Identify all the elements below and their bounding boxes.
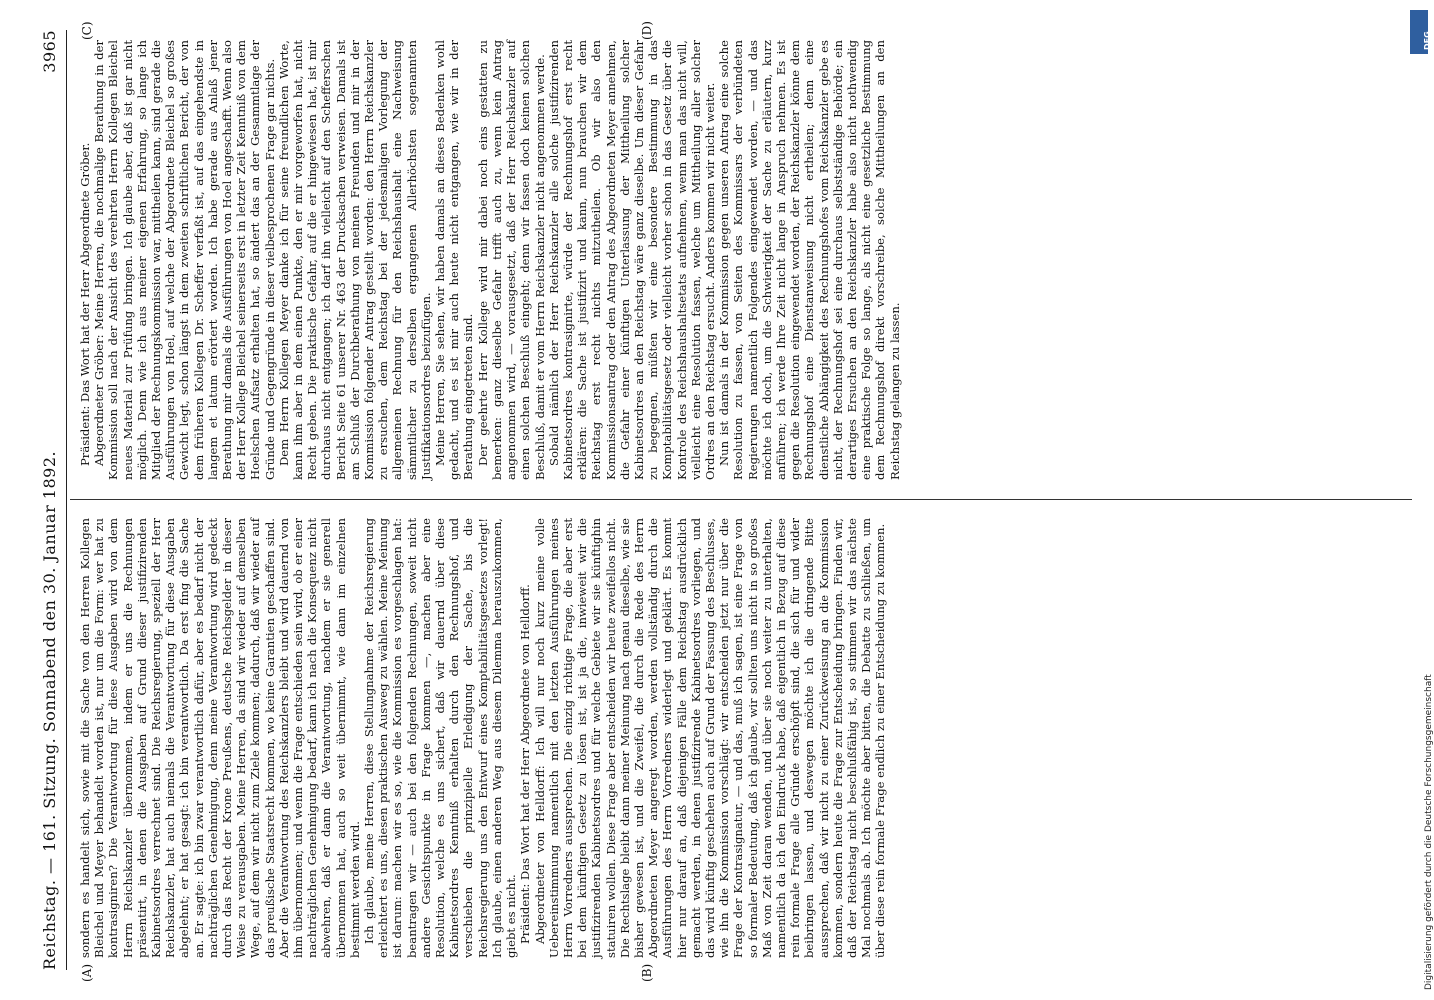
page-number: 3965	[40, 30, 59, 73]
dfg-logo	[1410, 10, 1432, 54]
margin-marker-a: (A)	[80, 963, 94, 982]
speaker-paragraph: Abgeordneter Gröber: Meine Herren, die nochmalige Berathung in der Kommission soll nach der Ansicht des verehrten Herrn Kollegen Bleichel neues Material zur Prüfung bringen. Ich glaube aber, daß ist gar nicht möglich. Denn wie ich aus meiner eigenen Erfahrung, so lange ich Mitglied der Rechnungskommission war, mittheilen kann, sind gerade die Ausführungen von Hoel, auf welche der Abgeordnete Bleichel so großes Gewicht legt, schon längst in dem zweiten schriftlichen Bericht, der von dem früheren Kollegen Dr. Scheffer verfaßt ist, auf das eingehendste in langem et latum erörtert worden. Ich habe gerade aus Anlaß jener Berathung mir damals die Ausführungen von Hoel angeschafft. Wenn also der Herr Kollege Bleichel seinerseits erst in letzter Zeit Kenntniß von dem Hoelschen Aufsatz erhalten hat, so ändert das an der Gesammtlage der Gründe und Gegengründe in dieser vielbesprochenen Frage gar nichts.	[92, 40, 277, 480]
digitization-credit-text: Digitalisierung gefördert durch die Deutsche Forschungsgemeinschaft	[1424, 674, 1434, 990]
header-title: Reichstag. — 161. Sitzung. Sonnabend den 30. Januar 1892.	[40, 450, 59, 970]
speaker-paragraph: Präsident: Das Wort hat der Herr Abgeordnete von Helldorff.	[518, 584, 533, 944]
digitization-credit	[1410, 330, 1434, 990]
column-divider	[70, 499, 1412, 500]
paragraph: Dem Herrn Kollegen Meyer danke ich für seine freundlichen Worte, kann ihm aber in dem einen Punkte, den er mir vorgeworfen hat, nicht Recht geben. Die praktische Gefahr, auf die er hingewiesen hat, ist mir durchaus nicht entgangen; ich darf ihn vielleicht auf den Schefferschen Bericht Seite 61 unserer Nr. 463 der Drucksachen verweisen. Damals ist am Schluß der Durchberathung von meinen Freunden und mir in der Kommission folgender Antrag gestellt worden: den Herrn Reichskanzler zu ersuchen, dem Reichstag bei der jedesmaligen Vorlegung der allgemeinen Rechnung für den Reichshaushalt eine Nachweisung sämmtlicher zu derselben ergangenen Allerhöchsten sogenannten Justifikationsordres beizufügen.	[276, 40, 433, 480]
paragraph: Ich glaube, meine Herren, diese Stellungnahme der Reichsregierung erleichtert es uns, diesen praktischen Ausweg zu wählen. Meine Meinung ist darum: machen wir es so, wie die Kommission es vorgeschlagen hat: beantragen wir — auch bei den folgenden Rechnungen, soweit nicht andere Gesichtspunkte in Frage kommen —, machen aber eine Resolution, welche es uns sichert, daß wir dauernd über diese Kabinetsordres Kenntniß erhalten durch den Rechnungshof, und verschieben die prinzipielle Erledigung der Sache, bis die Reichsregierung uns den Entwurf eines Komptabilitätsgesetzes vorlegt! Ich glaube, einen anderen Weg aus diesem Dilemma herauszukommen, giebt es nicht.	[362, 518, 519, 958]
margin-marker-b: (B)	[640, 963, 654, 982]
running-header	[40, 30, 62, 970]
paragraph: Meine Herren, Sie sehen, wir haben damals an dieses Bedenken wohl gedacht, und es ist mir auch heute nicht entgangen, wie wir in der Berathung eingetreten sind.	[433, 40, 476, 480]
margin-marker-c: (C)	[80, 21, 94, 40]
paragraph: sondern es handelt sich, sowie mit die Sache von den Herren Kollegen Bleichel und Meyer behandelt worden ist, nur um die Form: wer hat zu kontrasigniren? Die Verantwortung für diese Ausgaben wird von dem Herrn Reichskanzler übernommen, indem er uns die Rechnungen präsentirt, in denen die Ausgaben auf Grund dieser justifizirenden Kabinetsordres verrechnet sind. Die Reichsregierung, speziell der Herr Reichskanzler, hat auch niemals die Verantwortung für diese Ausgaben abgelehnt; er hat gesagt: ich bin verantwortlich. Da erst fing die Sache an. Er sagte: ich bin zwar verantwortlich dafür, aber es bedarf nicht der nachträglichen Genehmigung, denn meine Verantwortung wird gedeckt durch das Recht der Krone Preußens, deutsche Reichsgelder in dieser Weise zu verausgaben. Meine Herren, da sind wir wieder auf demselben Wege, auf dem wir nicht zum Ziele kommen; dadurch, daß wir wieder auf das preußische Staatsrecht kommen, wo keine Garantien geschaffen sind. Aber die Verantwortung des Reichskanzlers bleibt und wird dauernd von ihm übernommen; und wenn die Frage entschieden sein wird, ob er einer nachträglichen Genehmigung bedarf, kann ich nach die Konsequenz nicht abwehren, daß er dann die Verantwortung, nachdem er sie generell übernommen hat, auch so weit übernimmt, wie dann im einzelnen bestimmt werden wird.	[78, 518, 362, 958]
speaker-paragraph: Präsident: Das Wort hat der Herr Abgeordnete Gröber.	[78, 142, 92, 466]
margin-marker-d: (D)	[640, 21, 654, 40]
left-column	[78, 518, 888, 958]
header-rule	[66, 30, 67, 970]
paragraph: Nun ist damals in der Kommission gegen unseren Antrag eine solche Resolution zu fassen, von Seiten des Kommissars der verbündeten Regierungen namentlich Folgendes eingewendet worden, — und das möchte ich doch, um die Schwierigkeit der Sache zu erläutern, kurz anführen; ich werde Ihre Zeit nicht lange in Anspruch nehmen. Es ist gegen die Resolution eingewendet worden, der Reichskanzler könne dem Rechnungshof eine Dienstanweisung nicht ertheilen; denn eine dienstliche Abhängigkeit des Rechnungshofes vom Reichskanzler gebe es nicht, der Rechnungshof sei eine durchaus selbstständige Behörde; ein derartiges Ersuchen an den Reichskanzler habe also nicht nothwendig eine praktische Folge so lange, als nicht eine gesetzliche Bestimmung dem Rechnungshof direkt vorschreibe, solche Mittheilungen an den Reichstag gelangen zu lassen.	[717, 40, 902, 480]
speaker-paragraph: Abgeordneter von Helldorff: Ich will nur noch kurz meine volle Uebereinstimmung namentlich mit den letzten Ausführungen meines Herrn Vorredners aussprechen. Die einzig richtige Frage, die aber erst bei dem künftigen Gesetz zu lösen ist, ist ja die, inwieweit wir die justifizirenden Kabinetsordres und für welche Gebiete wir sie künftighin statuiren wollen. Diese Frage aber entscheiden wir heute zweifellos nicht. Die Rechtslage bleibt dann meiner Meinung nach genau dieselbe, wie sie bisher gewesen ist, und die Zweifel, die durch die Rede des Herrn Abgeordneten Meyer angeregt worden, werden vollständig durch die Ausführungen des Herrn Vorredners widerlegt und geklärt. Es kommt hier nur darauf an, daß diejenigen Fälle dem Reichstag ausdrücklich gemacht werden, in denen justifizirende Kabinetsordres vorliegen, und das wird künftig geschehen auch auf Grund der Fassung des Beschlusses, wie ihn die Kommission vorschlägt: wir entscheiden jetzt nur über die Frage der Kontrasignatur, — und das, muß ich sagen, ist eine Frage von so formaler Bedeutung, daß ich glaube, wir sollten uns nicht in so großes Maß von Zeit daran wenden, und über sie noch weiter zu unterhalten, namentlich da ich den Eindruck habe, daß eigentlich in Bezug auf diese rein formale Frage alle Gründe erschöpft sind, die sich für und wider beibringen lassen, und deswegen möchte ich die dringende Bitte aussprechen, daß wir nicht zu einer Zurückweisung an die Kommission kommen, sondern heute die Frage zur Entscheidung bringen. Finden wir, daß der Reichstag nicht beschlußfähig ist, so stimmen wir das nächste Mal nochmals ab. Ich möchte aber bitten, die Debatte zu schließen, um über diese rein formale Frage endlich zu einer Entscheidung zu kommen.	[532, 518, 888, 958]
right-column	[78, 40, 902, 480]
dfg-logo-text: DFG	[1423, 31, 1432, 50]
paragraph: Der geehrte Herr Kollege wird mir dabei noch eins gestatten zu bemerken: ganz dieselbe Gefahr trifft auch zu, wenn kein Antrag angenommen wird, — vorausgesetzt, daß der Herr Reichskanzler auf einen solchen Beschluß eingeht; denn wir fassen doch keinen solchen Beschluß, damit er vom Herrn Reichskanzler nicht angenommen werde.	[475, 40, 547, 480]
paragraph: Sobald nämlich der Herr Reichskanzler alle solche justifizirenden Kabinetsordres kontrasignirte, würde der Rechnungshof erst recht erklären: die Sache ist justifizirt und kann, nun brauchen wir dem Reichstag erst recht nichts mitzutheilen. Ob wir also den Kommissionsantrag oder den Antrag des Abgeordneten Meyer annehmen, die Gefahr einer künftigen Unterlassung der Mittheilung solcher Kabinetsordres an den Reichstag wäre ganz dieselbe. Um dieser Gefahr zu begegnen, müßten wir eine besondere Bestimmung in das Komptabilitätsgesetz oder vielleicht vorher schon in das Gesetz über die Kontrole des Reichshaushaltsetats aufnehmen, wenn man das nicht will, vielleicht eine Resolution fassen, welche um Mittheilung aller solcher Ordres an den Reichstag ersucht. Anders kommen wir nicht weiter.	[546, 40, 717, 480]
